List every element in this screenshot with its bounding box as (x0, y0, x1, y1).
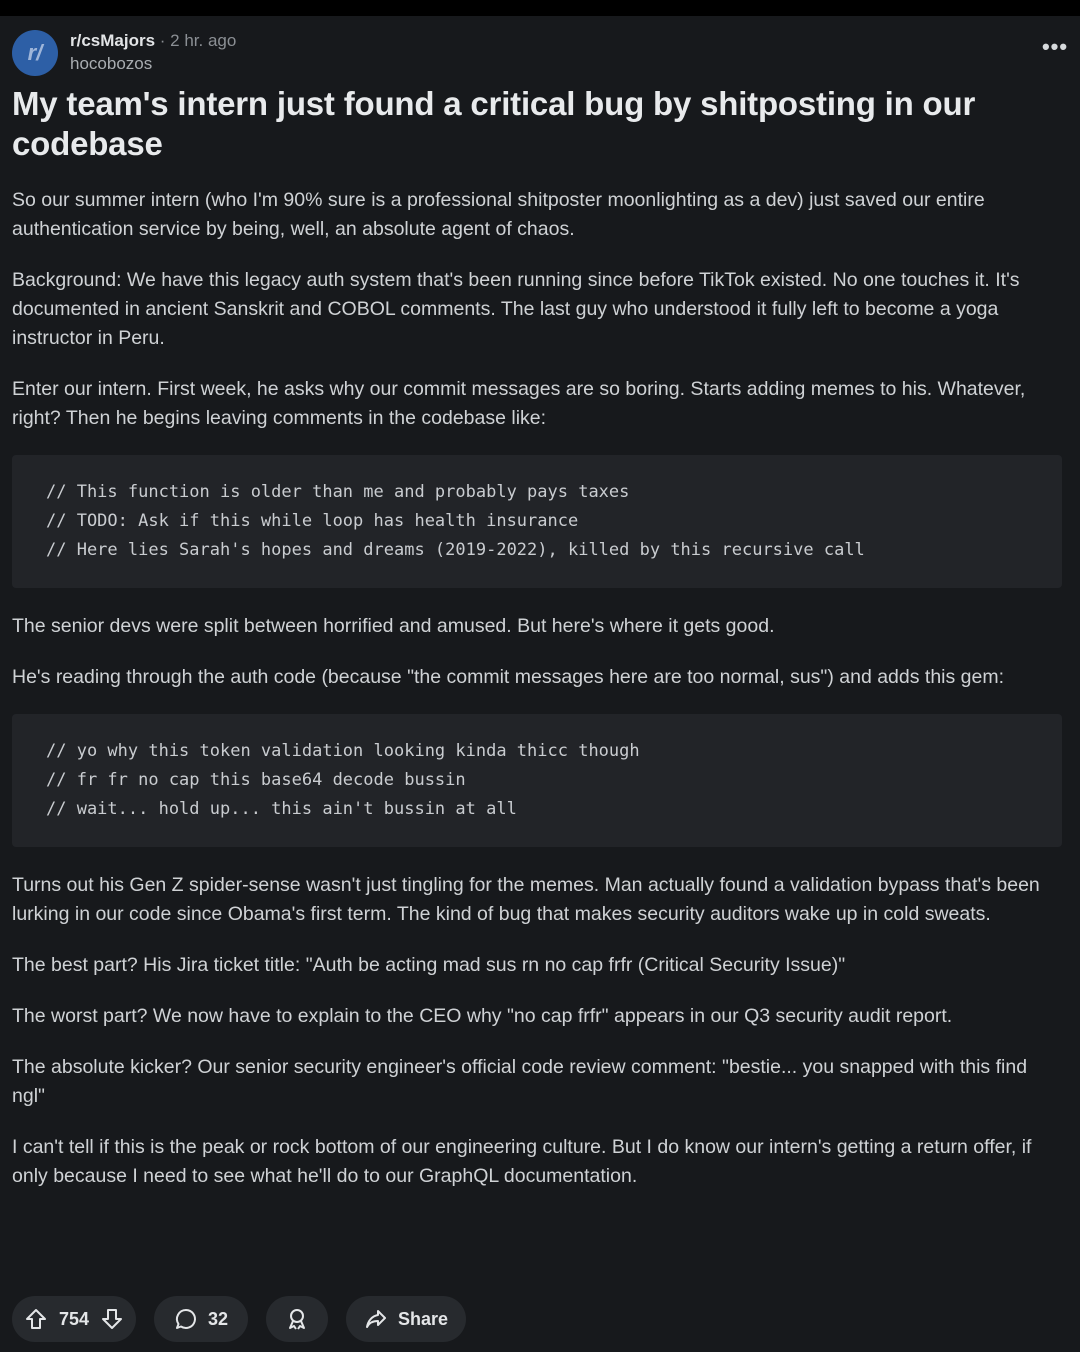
post-time: · 2 hr. ago (159, 31, 237, 50)
award-button[interactable] (266, 1296, 328, 1342)
code-block (12, 714, 1062, 847)
post-title: My team's intern just found a critical bug by shitposting in our codebase (12, 85, 976, 162)
subreddit-link[interactable]: r/csMajors (70, 31, 156, 50)
paragraph: So our summer intern (who I'm 90% sure is a professional shitposter moonlighting as a dev) just saved our entire authentication service by being, well, an absolute agent of chaos. (12, 189, 985, 240)
username-link[interactable]: hocobozos (70, 54, 153, 73)
post-meta (70, 30, 236, 75)
code-line: // fr fr no cap this base64 decode bussin (46, 770, 466, 790)
downvote-icon[interactable] (100, 1307, 124, 1331)
code-line: // Here lies Sarah's hopes and dreams (2019-2022), killed by this recursive call (46, 540, 865, 560)
comment-icon (174, 1307, 198, 1331)
top-bar (0, 0, 1080, 16)
paragraph: Background: We have this legacy auth system that's been running since before TikTok existed. No one touches it. It's documented in ancient Sanskrit and COBOL comments. The last guy who understood it fully left to become a yoga instructor in Peru. (12, 269, 1020, 349)
upvote-icon[interactable] (24, 1307, 48, 1331)
paragraph: The worst part? We now have to explain to the CEO why "no cap frfr" appears in our Q3 security audit report. (12, 1005, 953, 1027)
paragraph: He's reading through the auth code (because "the commit messages here are too normal, sus") and adds this gem: (12, 666, 1005, 688)
share-button[interactable] (346, 1296, 466, 1342)
more-options-icon[interactable]: ••• (1041, 34, 1069, 59)
paragraph: Enter our intern. First week, he asks why our commit messages are so boring. Starts adding memes to his. Whatever, right? Then he begins leaving comments in the codebase like: (12, 378, 1026, 429)
code-block (12, 455, 1062, 588)
vote-score: 754 (58, 1308, 90, 1329)
share-icon (364, 1307, 388, 1331)
post (12, 16, 1069, 1213)
post-body (12, 186, 1062, 1191)
paragraph: The best part? His Jira ticket title: "Auth be acting mad sus rn no cap frfr (Critical Security Issue)" (12, 954, 846, 976)
paragraph: The senior devs were split between horrified and amused. But here's where it gets good. (12, 615, 775, 637)
comments-button[interactable] (154, 1296, 248, 1342)
subreddit-avatar[interactable]: r/ (12, 30, 58, 76)
post-header (12, 16, 1069, 80)
code-line: // wait... hold up... this ain't bussin at all (46, 799, 517, 819)
code-line: // This function is older than me and probably pays taxes (46, 482, 630, 502)
paragraph: I can't tell if this is the peak or rock bottom of our engineering culture. But I do know our intern's getting a return offer, if only because I need to see what he'll do to our GraphQL documentation. (12, 1136, 1032, 1187)
vote-pill (12, 1296, 136, 1342)
code-line: // yo why this token validation looking kinda thicc though (46, 741, 640, 761)
paragraph: The absolute kicker? Our senior security engineer's official code review comment: "bestie... you snapped with this find ngl" (12, 1056, 1028, 1107)
comment-count: 32 (207, 1308, 228, 1329)
award-icon (285, 1307, 309, 1331)
code-line: // TODO: Ask if this while loop has health insurance (46, 511, 579, 531)
share-label: Share (397, 1308, 448, 1329)
paragraph: Turns out his Gen Z spider-sense wasn't just tingling for the memes. Man actually found a validation bypass that's been lurking in our code since Obama's first term. The kind of bug that makes security auditors wake up in cold sweats. (12, 874, 1040, 925)
